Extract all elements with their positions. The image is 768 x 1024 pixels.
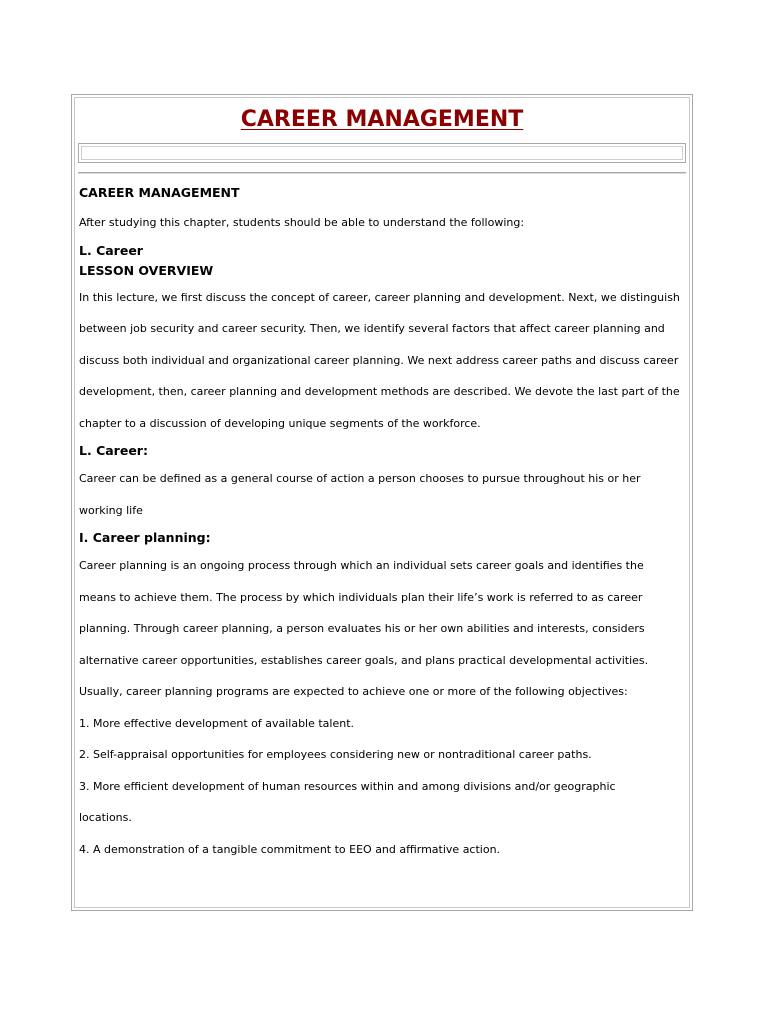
document-frame: [71, 94, 693, 911]
planning-line: Usually, career planning programs are expected to achieve one or more of the following objectives:: [79, 685, 628, 698]
outline-item: L. Career: [79, 242, 143, 258]
document-body: [79, 183, 678, 865]
overview-line: In this lecture, we first discuss the concept of career, career planning and development. Next, we distinguish: [79, 290, 680, 304]
career-line: Career can be defined as a general course of action a person chooses to pursue throughout his or her: [79, 472, 641, 485]
lesson-overview-heading: LESSON OVERVIEW: [79, 262, 214, 278]
overview-line: chapter to a discussion of developing unique segments of the workforce.: [79, 416, 481, 430]
section-heading: CAREER MANAGEMENT: [79, 185, 240, 200]
overview-line: development, then, career planning and development methods are described. We devote the last part of the: [79, 385, 680, 398]
planning-line: planning. Through career planning, a person evaluates his or her own abilities and interests, considers: [79, 622, 645, 635]
objective-item: 3. More efficient development of human resources within and among divisions and/or geographic: [79, 779, 616, 793]
page-title: CAREER MANAGEMENT: [240, 107, 524, 132]
intro-text: After studying this chapter, students should be able to understand the following:: [79, 216, 525, 229]
career-planning-heading: I. Career planning:: [79, 530, 211, 545]
title-divider-box: [78, 143, 686, 163]
overview-line: between job security and career security. Then, we identify several factors that affect career planning and: [79, 322, 665, 335]
career-heading: L. Career:: [79, 443, 148, 458]
objective-item: 4. A demonstration of a tangible commitment to EEO and affirmative action.: [79, 842, 501, 856]
planning-line: means to achieve them. The process by which individuals plan their life’s work is referred to as career: [79, 590, 643, 604]
objective-item: locations.: [79, 811, 132, 824]
overview-line: discuss both individual and organizational career planning. We next address career paths and discuss career: [79, 353, 679, 367]
planning-line: alternative career opportunities, establishes career goals, and plans practical developmental activities.: [79, 653, 649, 667]
horizontal-rule: [78, 172, 686, 174]
objective-item: 2. Self-appraisal opportunities for employees considering new or nontraditional career paths.: [79, 748, 592, 761]
objective-item: 1. More effective development of available talent.: [79, 716, 355, 730]
planning-line: Career planning is an ongoing process through which an individual sets career goals and identifies the: [79, 559, 644, 572]
career-line: working life: [79, 503, 143, 517]
